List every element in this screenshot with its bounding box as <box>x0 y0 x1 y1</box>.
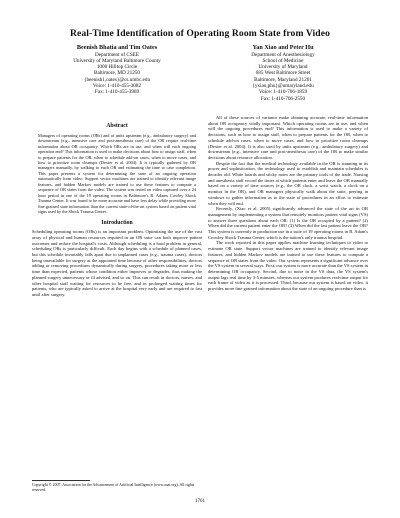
affiliation-line: University of Maryland <box>258 64 308 71</box>
affiliation-line: Baltimore, MD 21250 <box>94 70 140 77</box>
affiliation-line: Department of CSEE <box>94 51 140 58</box>
body-paragraph: The work reported in this paper applies machine learning techniques to video to estimate OR state. Support vector machines are trained to identify relevant image features, and hidden Markov models are trained to use these features to compute a sequence of OR states from the video. Our system represents a significant advance over the VS system in several ways. First, our system is more accurate than the VS system in determining OR occupancy. Second, due to noise in the VS data, the VS system's output lags real time by 3-5 minutes, whereas our system produces real-time output for each frame of video as it is processed. Third, because our system is based on video, it provides more fine grained information about the state of an ongoing procedure than is <box>208 240 368 292</box>
phone-line: Voice: 1-410-455-3082 <box>92 82 142 89</box>
paper-title: Real-Time Identification of Operating Room State from Video <box>69 28 331 39</box>
footnote-rule <box>32 480 90 481</box>
intro-paragraph: Scheduling operating rooms (ORs) is an important problem. Optimizing the use of the vast array of physical and human resources required in an OR suite can both improve patient outcomes and reduce the hospital's costs. Although scheduling is a hard problem in general, scheduling ORs is particularly difficult. Each day begins with a schedule of planned cases, but this schedule invariably falls apart due to unplanned cases (e.g., trauma cases), doctors being unavailable for surgery at the appointed time because of other responsibilities, doctors adding or removing procedures dynamically during surgery, procedures taking more or less time than expected, patients whose condition either improves or degrades, thus making the planned surgery unnecessary or ill advised, and so on. This can result in doctors, nurses, and other hospital staff waiting for resources to be free, and in prolonged waiting times for patients, who are typically asked to arrive at the hospital very early and are required to fast until after surgery. <box>32 229 202 297</box>
affiliation-line: 1000 Hilltop Circle <box>96 64 138 71</box>
introduction-heading: Introduction <box>101 219 133 226</box>
page-number: 1761 <box>195 499 205 504</box>
abstract-text: Managers of operating rooms (ORs) and of units upstream (e.g., ambulatory surgery) and downstream (e.g., intensive care and post-anesthesia care) of the OR require real-time information about OR occupancy. Which ORs are in use, and when will each ongoing operation end? This information is used to make decisions about how to assign staff, when to prepare patients for the OR, when to schedule add-on cases, when to move cases, and how to prioritize room cleanups (Dexter et al. 2004). It is typically gathered by OR managers manually, by walking to each OR and estimating the time to case completion. This paper presents a system for determining the state of an ongoing operation automatically from video. Support vector machines are trained to identify relevant image features, and hidden Markov models are trained to use these features to compute a sequence of OR states from the video. The system was tested on video captured over a 24 hour period in one of the 19 operating rooms in Baltimore's R. Adams Cowley Shock Trauma Center. It was found to be more accurate and have less delay while providing more fine grained state information than the current state-of-the-art system based on patient vital signs used by the Shock Trauma Center. <box>38 132 196 215</box>
affiliation-line: Baltimore, Maryland 21201 <box>254 76 312 83</box>
affiliation-line: University of Maryland Baltimore County <box>73 57 161 64</box>
affiliation-line: School of Medicine <box>262 57 304 64</box>
author-block-right <box>223 44 343 102</box>
phone-line: Voice: 1-410-706-1859 <box>258 89 308 96</box>
author-names-right: Yan Xiao and Peter Hu <box>252 44 314 51</box>
affiliation-line: Department of Anesthesiology <box>251 51 315 58</box>
body-paragraph: All of these sources of variance make obtaining accurate, real-time information about OR occupancy vitally important. Which operating rooms are in use, and when will the ongoing procedures end? This information is used to make a variety of decisions, such as how to assign staff, when to prepare patients for the OR, when to schedule add-on cases, when to move cases, and how to prioritize room cleanups (Dexter et al. 2004). It is also used by units upstream (e.g., ambulatory surgery) and downstream (e.g., intensive care and post-anesthesia care) of the OR to make similar decisions about resource allocation. <box>208 115 368 160</box>
affiliation-line: 685 West Baltimore Street <box>255 70 311 77</box>
copyright-text: Copyright © 2007, Association for the Advancement of Artificial Intelligence (www.aaai.org). All rights reserved. <box>32 483 195 492</box>
body-paragraph: Despite the fact that the medical technology available in the OR is stunning in its power and sophistication, the technology used to establish and maintain schedules is decades old. White boards and sticky notes are the primary tools of the trade. Nursing and anesthesia staff record the times at which patients enter and leave the OR manually based on a variety of time sources (e.g., the OR clock, a wrist watch, a clock on a monitor in the OR), and OR managers physically walk about the suite, peering in windows to gather information as to the state of procedures in an effort to estimate when they will end. <box>208 160 368 206</box>
left-column <box>32 124 202 298</box>
email-line: {yxiao,phu}@umaryland.edu <box>252 82 314 89</box>
body-paragraph: Recently, (Xiao et al. 2005) significantly advanced the state of the art in OR management by implementing a system that remotely monitors patient vital signs (VS) to answer three questions about each OR: (1) Is the OR occupied by a patient? (2) When did the current patient enter the OR? (3) When did the last patient leave the OR? This system is currently in production use in a suite of 19 operating rooms in R. Adam's Crowley Shock Trauma Center, which is the nation's only trauma hospital. <box>208 206 368 240</box>
abstract-heading: Abstract <box>106 123 128 129</box>
copyright-notice <box>32 480 202 493</box>
author-block-left <box>57 44 177 96</box>
fax-line: Fax: 1-410-455-3969 <box>94 89 140 96</box>
right-column <box>208 115 368 292</box>
author-names-left: Beenish Bhatia and Tim Oates <box>76 44 158 51</box>
email-line: {beenish1,oates}@cs.umbc.edu <box>83 76 151 83</box>
fax-line: Fax: 1-410-706-2550 <box>260 95 306 102</box>
